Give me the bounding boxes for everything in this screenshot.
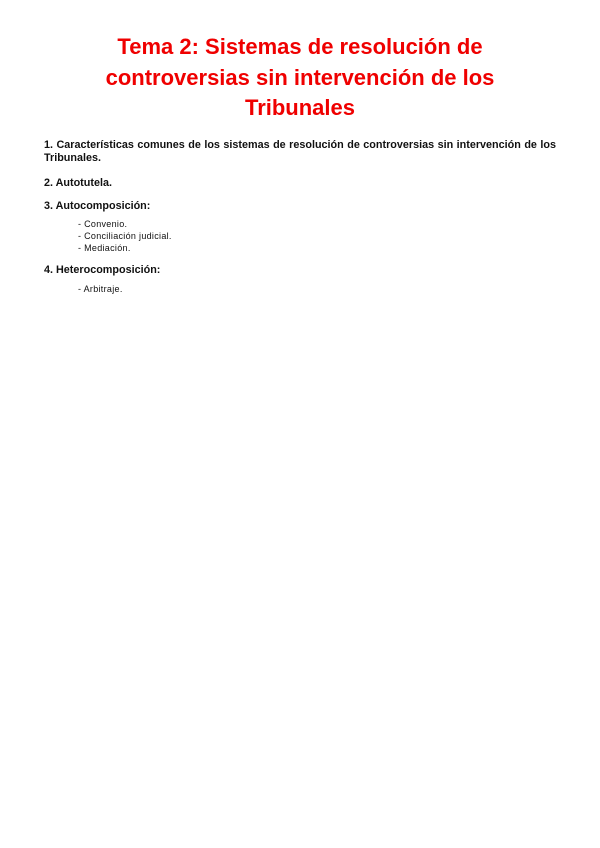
- title-line-3: Tribunales: [244, 95, 356, 120]
- heading-line: 2. Autotutela.: [44, 176, 112, 189]
- subitem: - Mediación.: [78, 243, 131, 253]
- document-body: [0, 139, 556, 296]
- title-line-2: controversias sin intervención de los: [105, 64, 495, 90]
- subitem-list: [44, 283, 556, 295]
- title-line-1: Tema 2: Sistemas de resolución de: [117, 34, 483, 59]
- section-4: [44, 264, 556, 296]
- heading-line: 1. Características comunes de los sistemas de resolución de controversias sin intervención de los: [44, 138, 556, 151]
- section-heading-3: [44, 200, 556, 213]
- subitem-list: [44, 218, 556, 254]
- subitem: - Conciliación judicial.: [78, 231, 172, 241]
- document-title: [0, 0, 600, 124]
- subitem: - Convenio.: [78, 219, 128, 229]
- section-3: [44, 200, 556, 255]
- heading-line: 4. Heterocomposición:: [44, 263, 161, 276]
- heading-line: Tribunales.: [44, 151, 101, 164]
- subitem: - Arbitraje.: [78, 284, 123, 294]
- section-heading-2: [44, 177, 556, 190]
- section-heading-1: [44, 139, 556, 165]
- section-1: [44, 139, 556, 165]
- section-heading-4: [44, 264, 556, 277]
- section-2: [44, 177, 556, 190]
- heading-line: 3. Autocomposición:: [44, 199, 151, 212]
